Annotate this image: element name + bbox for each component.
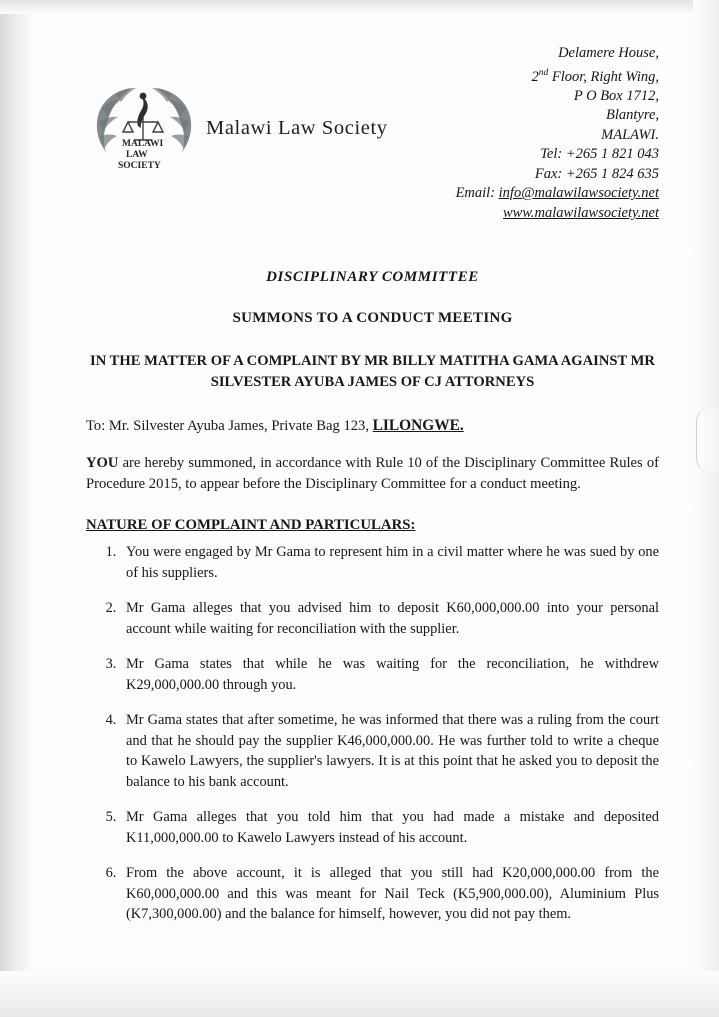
addressee-text: To: Mr. Silvester Ayuba James, Private Bag 123, [86, 418, 373, 435]
address-fax: Fax: +265 1 824 635 [534, 165, 659, 182]
list-item: 4. Mr Gama states that after sometime, he was informed that there was a ruling from the court and that he should pay the supplier K46,000,000.00. He was further told to write a cheque to Kawelo Lawyers, the supplier's lawyers. It is at this point that he asked you to deposit the balance to his bank account. [120, 710, 659, 792]
list-item: 6. From the above account, it is alleged that you still had K20,000,000.00 from the K60,000,000.00 and this was meant for Nail Teck (K5,900,000.00), Aluminium Plus (K7,300,000.00) and the balance for himself, however, you did not pay them. [120, 863, 659, 925]
address-line-5: MALAWI. [601, 126, 659, 143]
addressee-line [86, 417, 659, 435]
addressee-place: LILONGWE. [372, 417, 464, 435]
organization-name: Malawi Law Society [206, 116, 388, 139]
letterhead [86, 40, 659, 223]
letterhead-address [409, 40, 659, 223]
address-email-row [409, 184, 659, 204]
matter-heading: IN THE MATTER OF A COMPLAINT BY MR BILLY MATITHA GAMA AGAINST MR SILVESTER AYUBA JAMES OF CJ ATTORNEYS [90, 353, 655, 391]
summons-paragraph [86, 453, 659, 495]
website-link[interactable]: www.malawilawsociety.net [502, 204, 659, 221]
summons-lead-word: YOU [86, 455, 119, 472]
particulars-list [86, 542, 659, 925]
list-item: 5. Mr Gama alleges that you told him that you had made a mistake and deposited K11,000,000.00 to Kawelo Lawyers instead of his account. [120, 807, 659, 848]
address-line-4: Blantyre, [605, 107, 659, 124]
address-line-3: P O Box 1712, [573, 87, 659, 104]
crest-text-society: SOCIETY [118, 161, 161, 171]
email-link[interactable]: info@malawilawsociety.net [498, 185, 659, 202]
section-heading-nature-of-complaint: NATURE OF COMPLAINT AND PARTICULARS: [86, 517, 416, 534]
list-item: 1. You were engaged by Mr Gama to represent him in a civil matter where he was sued by one of his suppliers. [120, 542, 659, 583]
list-item: 3. Mr Gama states that while he was waiting for the reconciliation, he withdrew K29,000,000.00 through you. [120, 654, 659, 695]
summons-body-text: are hereby summoned, in accordance with Rule 10 of the Disciplinary Committee Rules of Procedure 2015, to appear before the Disciplinary Committee for a conduct meeting. [86, 455, 659, 493]
address-floor-ordinal: nd [538, 67, 549, 78]
document-title: DISCIPLINARY COMMITTEE [266, 269, 479, 286]
address-line-1: Delamere House, [558, 45, 659, 61]
address-floor-rest: Floor, Right Wing, [548, 68, 659, 85]
scan-shadow-bottom [0, 971, 719, 1017]
address-floor-number: 2 [531, 68, 539, 85]
crest-text-malawi: MALAWI [122, 139, 164, 149]
document-subtitle: SUMMONS TO A CONDUCT MEETING [232, 310, 513, 327]
address-line-2 [409, 64, 659, 87]
malawi-law-society-crest-icon [86, 82, 202, 174]
email-label: Email: [455, 185, 496, 202]
brand-block [86, 40, 388, 174]
crest-text-law: LAW [126, 150, 148, 160]
address-telephone: Tel: +265 1 821 043 [540, 146, 659, 163]
list-item: 2. Mr Gama alleges that you advised him to deposit K60,000,000.00 into your personal account while waiting for reconciliation with the supplier. [120, 598, 659, 639]
address-website-row [409, 204, 659, 224]
